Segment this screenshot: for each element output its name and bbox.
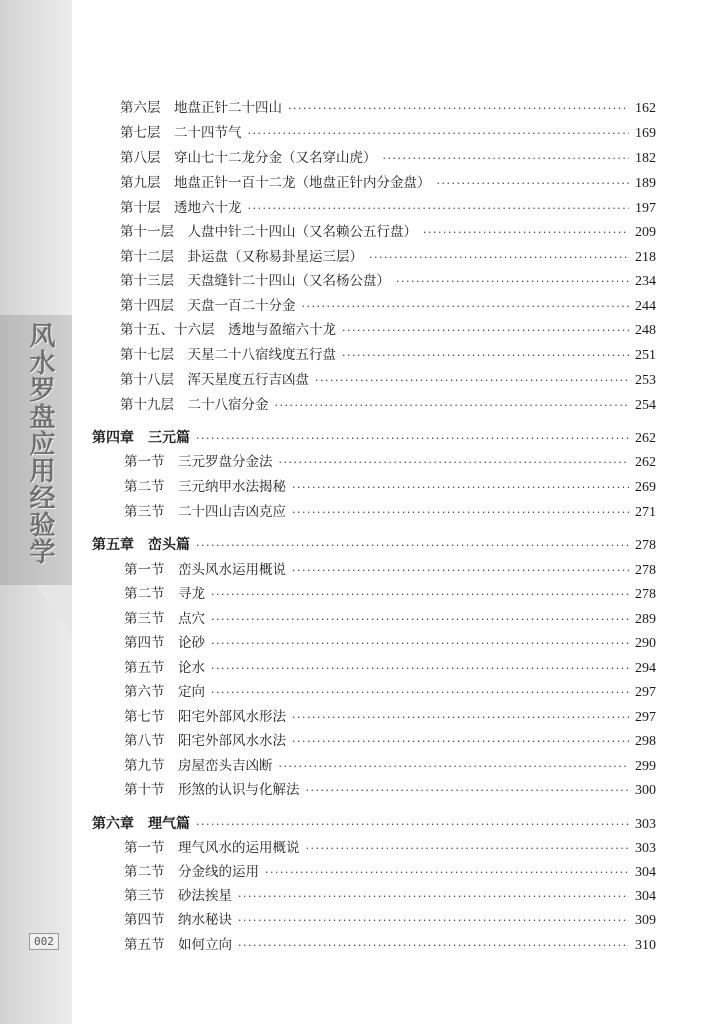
toc-entry-page: 304 [635, 889, 656, 904]
toc-entry-title: 第一节 峦头风水运用概说 [124, 562, 286, 578]
toc-entry[interactable] [120, 122, 656, 144]
toc-entry[interactable] [124, 755, 656, 777]
book-title: 风水罗盘应用经验学 [25, 322, 55, 565]
toc-entry-page: 244 [635, 299, 656, 314]
dot-leader [315, 370, 629, 392]
toc-entry-page: 262 [635, 455, 656, 470]
toc-entry-title: 第十七层 天星二十八宿线度五行盘 [120, 347, 336, 363]
toc-entry-title: 第十九层 二十八宿分金 [120, 397, 269, 413]
toc-entry-title: 第二节 寻龙 [124, 586, 205, 602]
toc-entry-title: 第三节 二十四山吉凶克应 [124, 504, 286, 520]
toc-entry[interactable] [124, 779, 656, 801]
dot-leader [211, 633, 629, 655]
toc-entry-page: 297 [635, 710, 656, 725]
dot-leader [292, 502, 629, 524]
toc-entry-title: 第十五、十六层 透地与盈缩六十龙 [120, 322, 336, 338]
toc-entry-page: 278 [635, 587, 656, 602]
dot-leader [279, 756, 630, 778]
toc-entry-page: 278 [635, 538, 656, 553]
toc-entry[interactable] [120, 394, 656, 416]
toc-entry-page: 290 [635, 636, 656, 651]
toc-entry[interactable] [124, 501, 656, 523]
toc-entry-title: 第八节 阳宅外部风水水法 [124, 733, 286, 749]
dot-leader [342, 320, 629, 342]
dot-leader [265, 862, 629, 884]
toc-entry[interactable] [124, 861, 656, 883]
toc-entry-page: 253 [635, 373, 656, 388]
toc-entry[interactable] [124, 934, 656, 956]
dot-leader [211, 609, 629, 631]
dot-leader [211, 682, 629, 704]
toc-entry-page: 298 [635, 734, 656, 749]
dot-leader [396, 271, 629, 293]
toc-entry[interactable] [120, 97, 656, 119]
dot-leader [196, 428, 629, 450]
dot-leader [211, 658, 629, 680]
toc-entry-page: 209 [635, 225, 656, 240]
toc-entry[interactable] [124, 706, 656, 728]
toc-entry-page: 262 [635, 431, 656, 446]
toc-entry[interactable] [120, 246, 656, 268]
toc-entry-page: 309 [635, 913, 656, 928]
toc-entry-title: 第一节 理气风水的运用概说 [124, 840, 300, 856]
toc-entry-page: 289 [635, 612, 656, 627]
toc-entry-page: 278 [635, 563, 656, 578]
toc-entry-title: 第七节 阳宅外部风水形法 [124, 709, 286, 725]
toc-entry[interactable] [124, 608, 656, 630]
dot-leader [288, 98, 629, 120]
toc-entry[interactable] [120, 172, 656, 194]
toc-entry[interactable] [124, 681, 656, 703]
toc-entry-title: 第三节 点穴 [124, 611, 205, 627]
dot-leader [279, 452, 630, 474]
toc-entry-title: 第八层 穿山七十二龙分金（又名穿山虎） [120, 150, 377, 166]
toc-entry[interactable] [120, 197, 656, 219]
toc-entry[interactable] [124, 837, 656, 859]
toc-entry-page: 300 [635, 783, 656, 798]
toc-entry-page: 303 [635, 817, 656, 832]
toc-entry-title: 第六节 定向 [124, 684, 205, 700]
toc-entry-title: 第九节 房屋峦头吉凶断 [124, 758, 273, 774]
toc-entry-title: 第五节 如何立向 [124, 937, 232, 953]
toc-entry-title: 第三节 砂法挨星 [124, 888, 232, 904]
toc-entry-page: 254 [635, 398, 656, 413]
toc-entry-title: 第十四层 天盘一百二十分金 [120, 298, 296, 314]
toc-entry[interactable] [124, 476, 656, 498]
toc-chapter-title: 第五章 峦头篇 [92, 537, 190, 553]
toc-entry-title: 第十节 形煞的认识与化解法 [124, 782, 300, 798]
toc-entry[interactable] [120, 344, 656, 366]
toc-entry-page: 251 [635, 348, 656, 363]
toc-entry-title: 第二节 三元纳甲水法揭秘 [124, 479, 286, 495]
dot-leader [302, 296, 630, 318]
dot-leader [248, 198, 630, 220]
toc-chapter[interactable] [92, 813, 656, 835]
dot-leader [196, 814, 629, 836]
dot-leader [292, 560, 629, 582]
toc-entry-page: 182 [635, 151, 656, 166]
dot-leader [238, 886, 629, 908]
dot-leader [292, 707, 629, 729]
toc-entry-page: 162 [635, 101, 656, 116]
toc-entry[interactable] [120, 295, 656, 317]
dot-leader [423, 222, 629, 244]
toc-chapter[interactable] [92, 427, 656, 449]
toc-entry-title: 第十一层 人盘中针二十四山（又名赖公五行盘） [120, 224, 417, 240]
toc-entry[interactable] [124, 451, 656, 473]
toc-entry-page: 218 [635, 250, 656, 265]
toc-entry-page: 303 [635, 841, 656, 856]
dot-leader [238, 935, 629, 957]
dot-leader [292, 731, 629, 753]
toc-entry[interactable] [124, 559, 656, 581]
toc-entry-title: 第十层 透地六十龙 [120, 200, 242, 216]
toc-entry[interactable] [120, 270, 656, 292]
toc-entry-title: 第五节 论水 [124, 660, 205, 676]
toc-entry-page: 299 [635, 759, 656, 774]
toc-entry-page: 189 [635, 176, 656, 191]
toc-entry-page: 297 [635, 685, 656, 700]
toc-entry-page: 197 [635, 201, 656, 216]
toc-entry-page: 294 [635, 661, 656, 676]
toc-entry[interactable] [124, 657, 656, 679]
toc-entry-title: 第二节 分金线的运用 [124, 864, 259, 880]
toc-entry-title: 第十三层 天盘缝针二十四山（又名杨公盘） [120, 273, 390, 289]
toc-entry-title: 第一节 三元罗盘分金法 [124, 454, 273, 470]
toc-entry[interactable] [124, 730, 656, 752]
dot-leader [211, 584, 629, 606]
dot-leader [383, 148, 630, 170]
dot-leader [306, 838, 630, 860]
dot-leader [306, 780, 630, 802]
dot-leader [238, 910, 629, 932]
page-number: 002 [29, 933, 59, 950]
toc-entry[interactable] [120, 147, 656, 169]
toc-entry-title: 第十二层 卦运盘（又称易卦星运三层） [120, 249, 363, 265]
dot-leader [275, 395, 630, 417]
toc-entry[interactable] [120, 221, 656, 243]
toc-entry-title: 第九层 地盘正针一百十二龙（地盘正针内分金盘） [120, 175, 431, 191]
dot-leader [196, 535, 629, 557]
toc-chapter-title: 第六章 理气篇 [92, 816, 190, 832]
toc-entry-page: 271 [635, 505, 656, 520]
toc-entry[interactable] [120, 319, 656, 341]
toc-entry-page: 248 [635, 323, 656, 338]
toc-entry-title: 第十八层 浑天星度五行吉凶盘 [120, 372, 309, 388]
toc-entry[interactable] [124, 583, 656, 605]
dot-leader [248, 123, 630, 145]
toc-chapter[interactable] [92, 534, 656, 556]
toc-entry-page: 169 [635, 126, 656, 141]
toc-entry[interactable] [124, 909, 656, 931]
toc-entry[interactable] [124, 885, 656, 907]
dot-leader [342, 345, 629, 367]
toc-entry-title: 第四节 纳水秘诀 [124, 912, 232, 928]
toc-entry-page: 234 [635, 274, 656, 289]
toc-entry-title: 第四节 论砂 [124, 635, 205, 651]
dot-leader [437, 173, 630, 195]
toc-entry-page: 304 [635, 865, 656, 880]
dot-leader [292, 477, 629, 499]
toc-entry[interactable] [124, 632, 656, 654]
toc-chapter-title: 第四章 三元篇 [92, 430, 190, 446]
toc-entry-page: 310 [635, 938, 656, 953]
toc-entry-title: 第六层 地盘正针二十四山 [120, 100, 282, 116]
toc-entry-page: 269 [635, 480, 656, 495]
dot-leader [369, 247, 629, 269]
toc-entry[interactable] [120, 369, 656, 391]
toc-entry-title: 第七层 二十四节气 [120, 125, 242, 141]
